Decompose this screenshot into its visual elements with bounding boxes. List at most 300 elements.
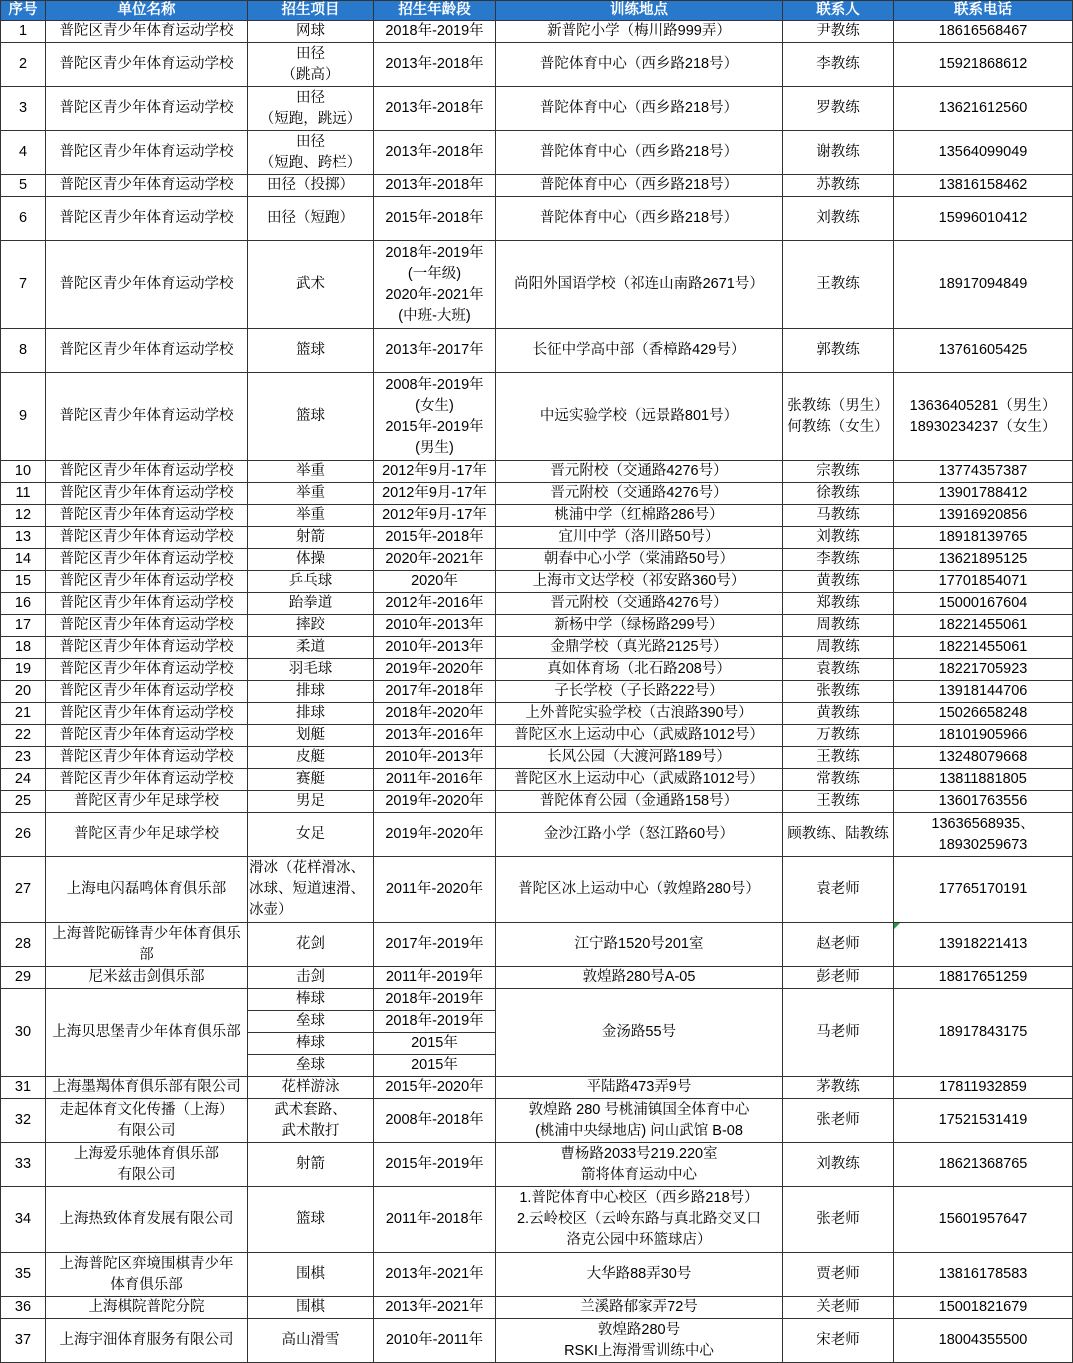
table-row [1, 131, 1073, 175]
cell-location: 金鼎学校（真光路2125号） [496, 637, 783, 659]
cell-contact: 周教练 [783, 615, 894, 637]
table-row [1, 1187, 1073, 1253]
cell-program: 女足 [248, 813, 374, 857]
table-row [1, 725, 1073, 747]
table-row [1, 241, 1073, 329]
cell-program: 花剑 [248, 923, 374, 967]
cell-organization: 上海宇沺体育服务有限公司 [46, 1319, 248, 1363]
cell-age-range: 2015年-2018年 [374, 197, 496, 241]
cell-index: 19 [1, 659, 46, 681]
cell-index: 1 [1, 21, 46, 43]
cell-program: 网球 [248, 21, 374, 43]
table-row [1, 1319, 1073, 1363]
cell-organization: 普陀区青少年体育运动学校 [46, 505, 248, 527]
cell-age-range: 2015年-2020年 [374, 1077, 496, 1099]
cell-phone: 18621368765 [894, 1143, 1073, 1187]
cell-organization: 普陀区青少年体育运动学校 [46, 527, 248, 549]
cell-contact: 王教练 [783, 241, 894, 329]
cell-index: 21 [1, 703, 46, 725]
cell-age-range: 2018年-2019年 (一年级) 2020年-2021年 (中班-大班) [374, 241, 496, 329]
cell-program: 体操 [248, 549, 374, 571]
table-row [1, 637, 1073, 659]
cell-index: 33 [1, 1143, 46, 1187]
cell-contact: 徐教练 [783, 483, 894, 505]
table-row [1, 1143, 1073, 1187]
cell-contact: 袁教练 [783, 659, 894, 681]
cell-program: 滑冰（花样滑冰、 冰球、短道速滑、 冰壶） [248, 857, 374, 923]
cell-location: 兰溪路郁家弄72号 [496, 1297, 783, 1319]
cell-organization: 普陀区青少年体育运动学校 [46, 87, 248, 131]
cell-program: 羽毛球 [248, 659, 374, 681]
cell-age-range: 2013年-2018年 [374, 175, 496, 197]
cell-organization: 普陀区青少年体育运动学校 [46, 461, 248, 483]
cell-age-range: 2012年9月-17年 [374, 483, 496, 505]
cell-age-range: 2013年-2021年 [374, 1297, 496, 1319]
cell-age-range: 2015年-2018年 [374, 527, 496, 549]
cell-organization: 普陀区青少年体育运动学校 [46, 659, 248, 681]
cell-location: 1.普陀体育中心校区（西乡路218号） 2.云岭校区（云岭东路与真北路交叉口 洛克公园中环篮球店） [496, 1187, 783, 1253]
cell-index: 13 [1, 527, 46, 549]
cell-phone: 18221455061 [894, 615, 1073, 637]
header-organization: 单位名称 [46, 1, 248, 21]
cell-contact: 刘教练 [783, 197, 894, 241]
cell-organization: 上海爱乐驰体育俱乐部 有限公司 [46, 1143, 248, 1187]
cell-phone: 18221705923 [894, 659, 1073, 681]
cell-phone: 17765170191 [894, 857, 1073, 923]
cell-location: 普陀体育中心（西乡路218号） [496, 131, 783, 175]
cell-phone: 18917094849 [894, 241, 1073, 329]
cell-program: 棒球 [248, 989, 374, 1011]
cell-location: 桃浦中学（红棉路286号） [496, 505, 783, 527]
table-row [1, 1077, 1073, 1099]
cell-age-range: 2013年-2018年 [374, 43, 496, 87]
table-row [1, 505, 1073, 527]
cell-program: 垒球 [248, 1011, 374, 1033]
cell-location: 平陆路473弄9号 [496, 1077, 783, 1099]
cell-phone: 17811932859 [894, 1077, 1073, 1099]
cell-index: 37 [1, 1319, 46, 1363]
header-program: 招生项目 [248, 1, 374, 21]
cell-program: 射箭 [248, 527, 374, 549]
cell-program: 围棋 [248, 1297, 374, 1319]
cell-contact: 黄教练 [783, 571, 894, 593]
cell-location: 江宁路1520号201室 [496, 923, 783, 967]
cell-phone: 13636405281（男生） 18930234237（女生） [894, 373, 1073, 461]
cell-location: 长征中学高中部（香樟路429号） [496, 329, 783, 373]
cell-phone: 13761605425 [894, 329, 1073, 373]
cell-program: 排球 [248, 681, 374, 703]
cell-location: 新普陀小学（梅川路999弄） [496, 21, 783, 43]
table-row [1, 43, 1073, 87]
cell-age-range: 2010年-2013年 [374, 637, 496, 659]
cell-age-range: 2013年-2018年 [374, 87, 496, 131]
cell-phone: 18616568467 [894, 21, 1073, 43]
cell-index: 15 [1, 571, 46, 593]
cell-phone: 17521531419 [894, 1099, 1073, 1143]
cell-program: 划艇 [248, 725, 374, 747]
cell-index: 27 [1, 857, 46, 923]
cell-program: 垒球 [248, 1055, 374, 1077]
cell-program: 赛艇 [248, 769, 374, 791]
cell-contact: 尹教练 [783, 21, 894, 43]
cell-index: 17 [1, 615, 46, 637]
cell-phone: 18101905966 [894, 725, 1073, 747]
cell-contact: 郭教练 [783, 329, 894, 373]
header-contact: 联系人 [783, 1, 894, 21]
cell-location: 普陀体育中心（西乡路218号） [496, 197, 783, 241]
cell-index: 29 [1, 967, 46, 989]
cell-organization: 普陀区青少年体育运动学校 [46, 197, 248, 241]
cell-program: 排球 [248, 703, 374, 725]
cell-contact: 万教练 [783, 725, 894, 747]
cell-index: 35 [1, 1253, 46, 1297]
cell-location: 普陀体育公园（金通路158号） [496, 791, 783, 813]
cell-age-range: 2011年-2016年 [374, 769, 496, 791]
cell-organization: 普陀区青少年体育运动学校 [46, 681, 248, 703]
cell-organization: 上海棋院普陀分院 [46, 1297, 248, 1319]
cell-phone: 15601957647 [894, 1187, 1073, 1253]
cell-program: 花样游泳 [248, 1077, 374, 1099]
header-index: 序号 [1, 1, 46, 21]
cell-organization: 普陀区青少年体育运动学校 [46, 769, 248, 791]
cell-location: 金汤路55号 [496, 989, 783, 1077]
cell-phone: 17701854071 [894, 571, 1073, 593]
cell-program: 举重 [248, 483, 374, 505]
cell-location: 真如体育场（北石路208号） [496, 659, 783, 681]
cell-index: 16 [1, 593, 46, 615]
cell-location: 新杨中学（绿杨路299号） [496, 615, 783, 637]
cell-program: 皮艇 [248, 747, 374, 769]
table-row [1, 791, 1073, 813]
cell-phone: 18221455061 [894, 637, 1073, 659]
cell-program: 篮球 [248, 1187, 374, 1253]
cell-index: 30 [1, 989, 46, 1077]
header-location: 训练地点 [496, 1, 783, 21]
cell-index: 4 [1, 131, 46, 175]
cell-location: 普陀体育中心（西乡路218号） [496, 175, 783, 197]
cell-age-range: 2011年-2020年 [374, 857, 496, 923]
cell-index: 23 [1, 747, 46, 769]
table-row [1, 483, 1073, 505]
cell-index: 3 [1, 87, 46, 131]
table-row [1, 197, 1073, 241]
header-phone: 联系电话 [894, 1, 1073, 21]
cell-organization: 普陀区青少年体育运动学校 [46, 175, 248, 197]
cell-index: 36 [1, 1297, 46, 1319]
header-row [1, 1, 1073, 21]
cell-organization: 普陀区青少年体育运动学校 [46, 615, 248, 637]
cell-age-range: 2018年-2020年 [374, 703, 496, 725]
cell-contact: 宋老师 [783, 1319, 894, 1363]
cell-age-range: 2011年-2019年 [374, 967, 496, 989]
cell-organization: 普陀区青少年体育运动学校 [46, 483, 248, 505]
cell-age-range: 2019年-2020年 [374, 813, 496, 857]
table-row [1, 571, 1073, 593]
cell-program: 武术 [248, 241, 374, 329]
cell-phone: 18917843175 [894, 989, 1073, 1077]
cell-location: 朝春中心小学（棠浦路50号） [496, 549, 783, 571]
cell-phone: 18817651259 [894, 967, 1073, 989]
cell-organization: 普陀区青少年足球学校 [46, 791, 248, 813]
cell-program: 田径（投掷） [248, 175, 374, 197]
cell-phone: 13918144706 [894, 681, 1073, 703]
table-body [1, 21, 1073, 1363]
cell-location: 普陀区冰上运动中心（敦煌路280号） [496, 857, 783, 923]
cell-program: 田径 （跳高） [248, 43, 374, 87]
table-row [1, 967, 1073, 989]
cell-organization: 普陀区青少年体育运动学校 [46, 725, 248, 747]
cell-index: 22 [1, 725, 46, 747]
cell-contact: 宗教练 [783, 461, 894, 483]
cell-organization: 上海普陀砺锋青少年体育俱乐 部 [46, 923, 248, 967]
table-row [1, 373, 1073, 461]
cell-contact: 李教练 [783, 43, 894, 87]
cell-contact: 张教练 [783, 681, 894, 703]
cell-contact: 贾老师 [783, 1253, 894, 1297]
cell-age-range: 2013年-2018年 [374, 131, 496, 175]
cell-organization: 普陀区青少年体育运动学校 [46, 21, 248, 43]
cell-index: 11 [1, 483, 46, 505]
cell-age-range: 2013年-2021年 [374, 1253, 496, 1297]
cell-program: 摔跤 [248, 615, 374, 637]
cell-organization: 上海热致体育发展有限公司 [46, 1187, 248, 1253]
cell-age-range: 2015年-2019年 [374, 1143, 496, 1187]
cell-index: 14 [1, 549, 46, 571]
cell-age-range: 2018年-2019年 [374, 989, 496, 1011]
cell-age-range: 2018年-2019年 [374, 21, 496, 43]
cell-contact: 郑教练 [783, 593, 894, 615]
cell-age-range: 2013年-2016年 [374, 725, 496, 747]
cell-location: 普陀体育中心（西乡路218号） [496, 43, 783, 87]
cell-location: 上海市文达学校（祁安路360号） [496, 571, 783, 593]
table-row [1, 747, 1073, 769]
cell-age-range: 2019年-2020年 [374, 659, 496, 681]
cell-phone: 13621895125 [894, 549, 1073, 571]
table-row [1, 615, 1073, 637]
cell-index: 28 [1, 923, 46, 967]
cell-program: 篮球 [248, 373, 374, 461]
cell-organization: 上海普陀区弈境围棋青少年 体育俱乐部 [46, 1253, 248, 1297]
cell-location: 尚阳外国语学校（祁连山南路2671号） [496, 241, 783, 329]
cell-contact: 王教练 [783, 747, 894, 769]
table-row [1, 527, 1073, 549]
cell-age-range: 2008年-2019年 (女生) 2015年-2019年 (男生) [374, 373, 496, 461]
cell-phone: 13916920856 [894, 505, 1073, 527]
cell-index: 2 [1, 43, 46, 87]
cell-age-range: 2010年-2013年 [374, 615, 496, 637]
cell-organization: 普陀区青少年体育运动学校 [46, 593, 248, 615]
cell-index: 34 [1, 1187, 46, 1253]
cell-organization: 上海墨羯体育俱乐部有限公司 [46, 1077, 248, 1099]
cell-phone: 15026658248 [894, 703, 1073, 725]
table-row [1, 461, 1073, 483]
cell-index: 12 [1, 505, 46, 527]
cell-organization: 普陀区青少年体育运动学校 [46, 747, 248, 769]
table-row [1, 769, 1073, 791]
table-row [1, 329, 1073, 373]
cell-program: 武术套路、 武术散打 [248, 1099, 374, 1143]
cell-phone: 15000167604 [894, 593, 1073, 615]
cell-age-range: 2012年9月-17年 [374, 505, 496, 527]
cell-contact: 顾教练、陆教练 [783, 813, 894, 857]
cell-contact: 彭老师 [783, 967, 894, 989]
cell-location: 中远实验学校（远景路801号） [496, 373, 783, 461]
cell-program: 男足 [248, 791, 374, 813]
cell-phone: 13621612560 [894, 87, 1073, 131]
cell-organization: 普陀区青少年体育运动学校 [46, 703, 248, 725]
cell-contact: 赵老师 [783, 923, 894, 967]
cell-organization: 普陀区青少年体育运动学校 [46, 329, 248, 373]
cell-age-range: 2018年-2019年 [374, 1011, 496, 1033]
cell-age-range: 2017年-2019年 [374, 923, 496, 967]
cell-age-range: 2017年-2018年 [374, 681, 496, 703]
cell-age-range: 2010年-2011年 [374, 1319, 496, 1363]
cell-organization: 普陀区青少年体育运动学校 [46, 43, 248, 87]
cell-contact: 苏教练 [783, 175, 894, 197]
cell-contact: 黄教练 [783, 703, 894, 725]
cell-location: 宜川中学（洛川路50号） [496, 527, 783, 549]
cell-location: 普陀区水上运动中心（武威路1012号） [496, 725, 783, 747]
cell-organization: 上海贝思堡青少年体育俱乐部 [46, 989, 248, 1077]
cell-organization: 普陀区青少年体育运动学校 [46, 373, 248, 461]
cell-program: 跆拳道 [248, 593, 374, 615]
table-row [1, 1099, 1073, 1143]
cell-location: 上外普陀实验学校（古浪路390号） [496, 703, 783, 725]
cell-location: 普陀体育中心（西乡路218号） [496, 87, 783, 131]
cell-contact: 罗教练 [783, 87, 894, 131]
table-row [1, 87, 1073, 131]
cell-index: 26 [1, 813, 46, 857]
cell-location: 子长学校（子长路222号） [496, 681, 783, 703]
cell-age-range: 2015年 [374, 1055, 496, 1077]
cell-organization: 普陀区青少年体育运动学校 [46, 131, 248, 175]
cell-index: 25 [1, 791, 46, 813]
cell-age-range: 2012年-2016年 [374, 593, 496, 615]
table-row [1, 1297, 1073, 1319]
cell-index: 5 [1, 175, 46, 197]
cell-contact: 袁老师 [783, 857, 894, 923]
cell-contact: 张老师 [783, 1187, 894, 1253]
cell-location: 晋元附校（交通路4276号） [496, 593, 783, 615]
cell-program: 篮球 [248, 329, 374, 373]
cell-organization: 普陀区青少年体育运动学校 [46, 549, 248, 571]
cell-index: 10 [1, 461, 46, 483]
cell-contact: 张教练（男生） 何教练（女生） [783, 373, 894, 461]
table-row [1, 593, 1073, 615]
cell-program: 田径（短跑） [248, 197, 374, 241]
cell-location: 曹杨路2033号219.220室 箭将体育运动中心 [496, 1143, 783, 1187]
cell-phone: 18004355500 [894, 1319, 1073, 1363]
table-row [1, 923, 1073, 967]
cell-contact: 谢教练 [783, 131, 894, 175]
cell-program: 棒球 [248, 1033, 374, 1055]
cell-organization: 普陀区青少年体育运动学校 [46, 571, 248, 593]
cell-age-range: 2019年-2020年 [374, 791, 496, 813]
cell-program: 击剑 [248, 967, 374, 989]
cell-location: 晋元附校（交通路4276号） [496, 461, 783, 483]
cell-location: 普陀区水上运动中心（武威路1012号） [496, 769, 783, 791]
cell-phone: 13774357387 [894, 461, 1073, 483]
cell-organization: 普陀区青少年体育运动学校 [46, 241, 248, 329]
cell-program: 田径 （短跑、跨栏） [248, 131, 374, 175]
table-row [1, 681, 1073, 703]
cell-program: 高山滑雪 [248, 1319, 374, 1363]
cell-age-range: 2008年-2018年 [374, 1099, 496, 1143]
cell-contact: 马教练 [783, 505, 894, 527]
table-row [1, 989, 1073, 1011]
cell-contact: 马老师 [783, 989, 894, 1077]
cell-contact: 周教练 [783, 637, 894, 659]
cell-contact: 刘教练 [783, 1143, 894, 1187]
cell-program: 围棋 [248, 1253, 374, 1297]
cell-index: 20 [1, 681, 46, 703]
cell-index: 32 [1, 1099, 46, 1143]
cell-organization: 尼米兹击剑俱乐部 [46, 967, 248, 989]
cell-index: 9 [1, 373, 46, 461]
cell-age-range: 2012年9月-17年 [374, 461, 496, 483]
cell-program: 柔道 [248, 637, 374, 659]
table-row [1, 1253, 1073, 1297]
cell-phone: 13811881805 [894, 769, 1073, 791]
cell-program: 射箭 [248, 1143, 374, 1187]
cell-index: 8 [1, 329, 46, 373]
cell-phone: 15001821679 [894, 1297, 1073, 1319]
cell-phone: 15921868612 [894, 43, 1073, 87]
cell-age-range: 2013年-2017年 [374, 329, 496, 373]
table-row [1, 549, 1073, 571]
cell-index: 18 [1, 637, 46, 659]
cell-phone: 13816178583 [894, 1253, 1073, 1297]
cell-contact: 刘教练 [783, 527, 894, 549]
cell-index: 31 [1, 1077, 46, 1099]
cell-phone: 13601763556 [894, 791, 1073, 813]
cell-contact: 关老师 [783, 1297, 894, 1319]
cell-age-range: 2015年 [374, 1033, 496, 1055]
cell-contact: 王教练 [783, 791, 894, 813]
cell-phone: 13248079668 [894, 747, 1073, 769]
table-row [1, 659, 1073, 681]
table-row [1, 813, 1073, 857]
cell-phone: 13901788412 [894, 483, 1073, 505]
cell-contact: 常教练 [783, 769, 894, 791]
cell-contact: 茅教练 [783, 1077, 894, 1099]
cell-location: 长风公园（大渡河路189号） [496, 747, 783, 769]
table-row [1, 857, 1073, 923]
cell-organization: 普陀区青少年体育运动学校 [46, 637, 248, 659]
cell-location: 敦煌路 280 号桃浦镇国全体育中心 (桃浦中央绿地店) 问山武馆 B-08 [496, 1099, 783, 1143]
cell-program: 举重 [248, 505, 374, 527]
cell-index: 24 [1, 769, 46, 791]
cell-organization: 普陀区青少年足球学校 [46, 813, 248, 857]
cell-age-range: 2020年 [374, 571, 496, 593]
cell-age-range: 2020年-2021年 [374, 549, 496, 571]
cell-age-range: 2011年-2018年 [374, 1187, 496, 1253]
cell-organization: 上海电闪磊鸣体育俱乐部 [46, 857, 248, 923]
cell-location: 敦煌路280号A-05 [496, 967, 783, 989]
cell-location: 敦煌路280号 RSKI上海滑雪训练中心 [496, 1319, 783, 1363]
cell-phone: 13816158462 [894, 175, 1073, 197]
cell-phone: 18918139765 [894, 527, 1073, 549]
table-row [1, 21, 1073, 43]
cell-phone: 13564099049 [894, 131, 1073, 175]
cell-contact: 张老师 [783, 1099, 894, 1143]
cell-location: 晋元附校（交通路4276号） [496, 483, 783, 505]
cell-contact: 李教练 [783, 549, 894, 571]
cell-program: 乒乓球 [248, 571, 374, 593]
cell-organization: 走起体育文化传播（上海） 有限公司 [46, 1099, 248, 1143]
cell-phone: 13918221413 [894, 923, 1073, 967]
cell-age-range: 2010年-2013年 [374, 747, 496, 769]
